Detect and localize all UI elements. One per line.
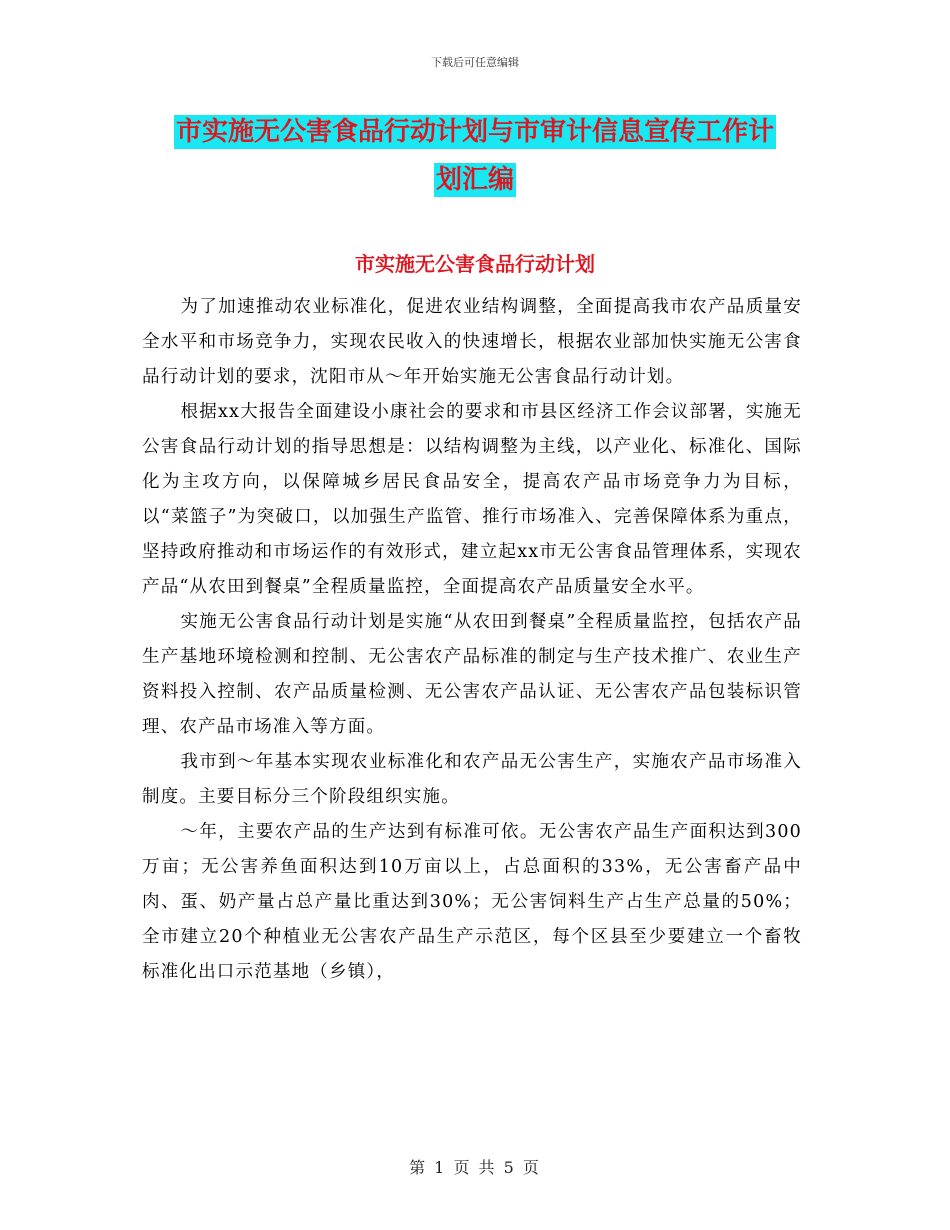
- paragraph-3: 实施无公害食品行动计划是实施“从农田到餐桌”全程质量监控，包括农产品生产基地环境检测和控制、无公害农产品标准的制定与生产技术推广、农业生产资料投入控制、农产品质量检测、无公害农产品认证、无公害农产品包装标识管理、农产品市场准入等方面。: [142, 612, 802, 737]
- paragraph-5: ～年，主要农产品的生产达到有标准可依。无公害农产品生产面积达到300万亩；无公害养鱼面积达到10万亩以上，占总面积的33%，无公害畜产品中肉、蛋、奶产量占总产量比重达到30%；无公害饲料生产占生产总量的50%；全市建立20个种植业无公害农产品生产示范区，每个区县至少要建立一个畜牧标准化出口示范基地（乡镇），: [142, 822, 802, 982]
- document-title-line1: 市实施无公害食品行动计划与市审计信息宣传工作计: [175, 117, 774, 147]
- page-number-footer: 第 1 页 共 5 页: [409, 1158, 541, 1177]
- document-title: [0, 108, 950, 204]
- document-title-line2: 划汇编: [435, 165, 514, 195]
- paragraph-2: 根据xx大报告全面建设小康社会的要求和市县区经济工作会议部署，实施无公害食品行动计划的指导思想是：以结构调整为主线，以产业化、标准化、国际化为主攻方向，以保障城乡居民食品安全，提高农产品市场竞争力为目标，以“菜篮子”为突破口，以加强生产监管、推行市场准入、完善保障体系为重点，坚持政府推动和市场运作的有效形式，建立起xx市无公害食品管理体系，实现农产品“从农田到餐桌”全程质量监控，全面提高农产品质量安全水平。: [142, 402, 802, 597]
- paragraph-1: 为了加速推动农业标准化，促进农业结构调整，全面提高我市农产品质量安全水平和市场竞争力，实现农民收入的快速增长，根据农业部加快实施无公害食品行动计划的要求，沈阳市从～年开始实施无公害食品行动计划。: [142, 297, 802, 387]
- header-note: 下载后可任意编辑: [431, 56, 519, 69]
- paragraph-4: 我市到～年基本实现农业标准化和农产品无公害生产，实施农产品市场准入制度。主要目标分三个阶段组织实施。: [142, 752, 802, 807]
- document-body: [142, 290, 802, 990]
- section-title: 市实施无公害食品行动计划: [355, 252, 595, 276]
